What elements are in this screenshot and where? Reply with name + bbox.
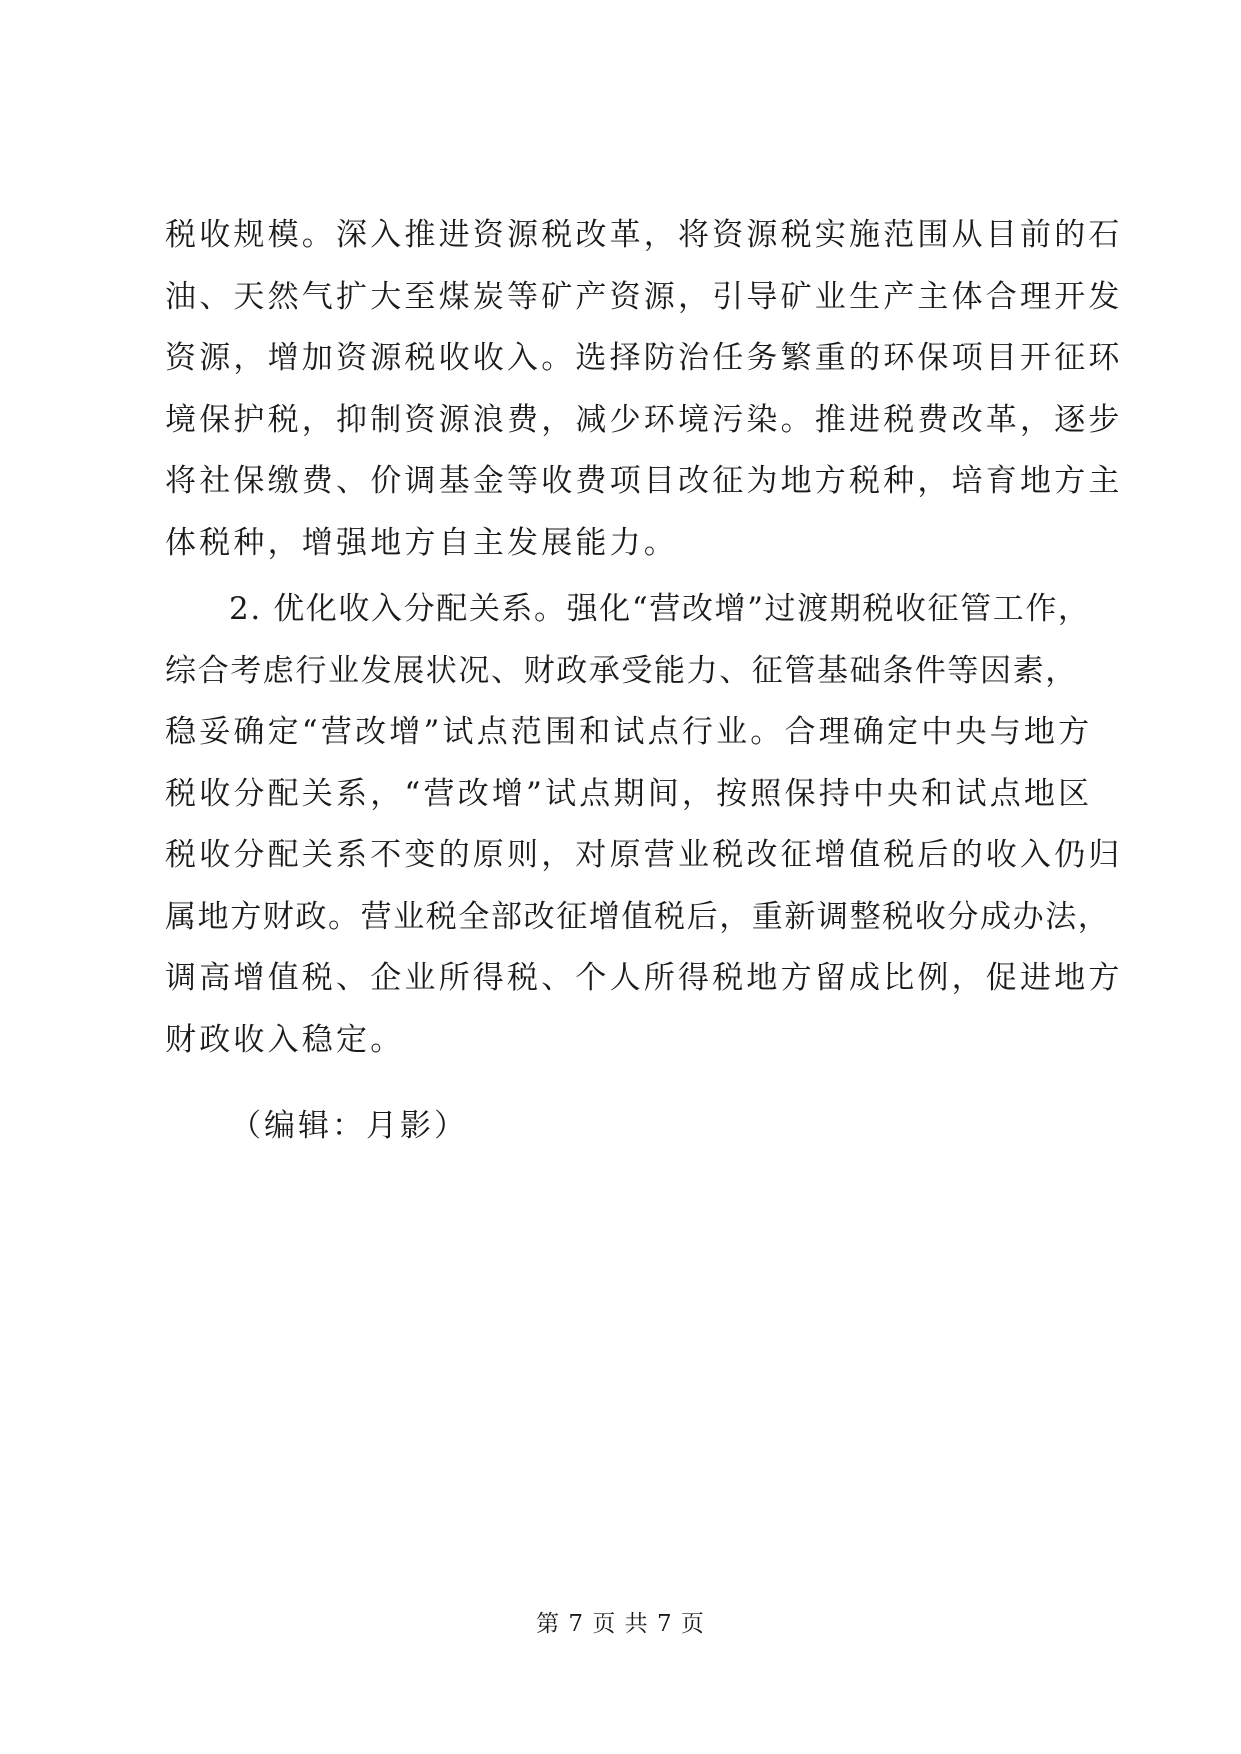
paragraph-2-line-4: 税收分配关系，“营改增”试点期间，按照保持中央和试点地区 — [165, 775, 1093, 812]
paragraph-2-line-8: 财政收入稳定。 — [165, 1021, 405, 1058]
paragraph-1-line-6: 体税种，增强地方自主发展能力。 — [165, 524, 678, 561]
paragraph-2-line-3: 稳妥确定“营改增”试点范围和试点行业。合理确定中央与地方 — [165, 714, 1093, 750]
paragraph-2-line-7: 调高增值税、企业所得税、个人所得税地方留成比例，促进地方 — [165, 960, 1123, 996]
paragraph-1-line-3: 资源，增加资源税收收入。选择防治任务繁重的环保项目开征环 — [165, 340, 1123, 376]
paragraph-2-line-5: 税收分配关系不变的原则，对原营业税改征增值税后的收入仍归 — [165, 837, 1123, 873]
paragraph-2-line-2: 综合考虑行业发展状况、财政承受能力、征管基础条件等因素， — [165, 652, 1078, 689]
paragraph-2-line-6: 属地方财政。营业税全部改征增值税后，重新调整税收分成办法， — [165, 898, 1111, 935]
paragraph-1-line-4: 境保护税，抑制资源浪费，减少环境污染。推进税费改革，逐步 — [165, 401, 1123, 438]
paragraph-1-line-5: 将社保缴费、价调基金等收费项目改征为地方税种，培育地方主 — [165, 463, 1123, 499]
page-number: 第 7 页 共 7 页 — [536, 1611, 705, 1637]
editor-note: （编辑：月影） — [230, 1108, 468, 1144]
document-body — [165, 205, 1123, 1071]
paragraph-1-line-1: 税收规模。深入推进资源税改革，将资源税实施范围从目前的石 — [165, 217, 1123, 253]
paragraph-2-line-1: 2. 优化收入分配关系。强化“营改增”过渡期税收征管工作， — [229, 591, 1091, 627]
page-footer — [0, 1605, 1241, 1638]
paragraph-1-line-2: 油、天然气扩大至煤炭等矿产资源，引导矿业生产主体合理开发 — [165, 278, 1123, 315]
